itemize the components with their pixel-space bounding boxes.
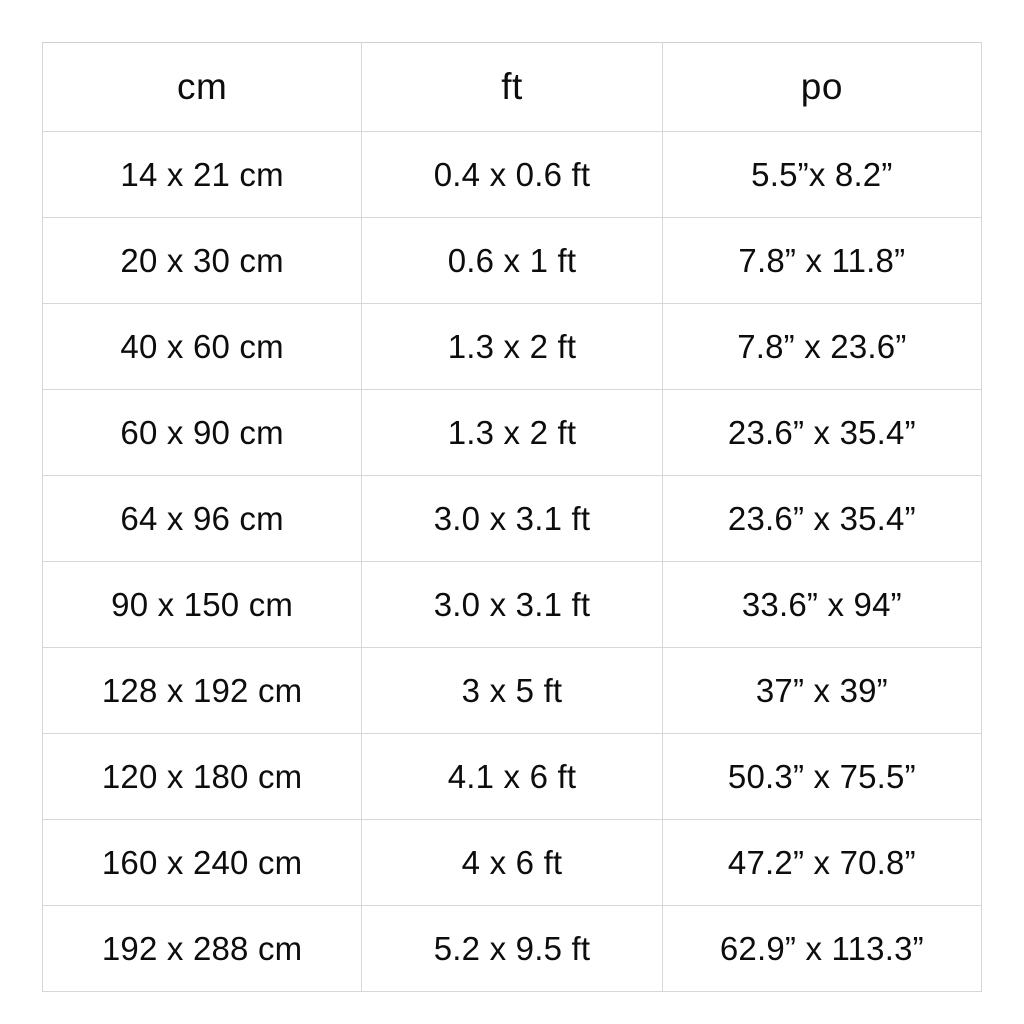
- cell-po: 37” x 39”: [662, 648, 981, 734]
- table-row: [43, 648, 982, 734]
- cell-ft: 3 x 5 ft: [362, 648, 662, 734]
- cell-ft: 4.1 x 6 ft: [362, 734, 662, 820]
- cell-po: 23.6” x 35.4”: [662, 390, 981, 476]
- cell-po: 62.9” x 113.3”: [662, 906, 981, 992]
- cell-cm: 160 x 240 cm: [43, 820, 362, 906]
- cell-cm: 120 x 180 cm: [43, 734, 362, 820]
- table-row: [43, 132, 982, 218]
- table-row: [43, 476, 982, 562]
- table-row: [43, 734, 982, 820]
- cell-cm: 40 x 60 cm: [43, 304, 362, 390]
- column-header-ft: ft: [362, 43, 662, 132]
- cell-po: 50.3” x 75.5”: [662, 734, 981, 820]
- cell-po: 23.6” x 35.4”: [662, 476, 981, 562]
- cell-ft: 0.6 x 1 ft: [362, 218, 662, 304]
- cell-cm: 192 x 288 cm: [43, 906, 362, 992]
- cell-ft: 5.2 x 9.5 ft: [362, 906, 662, 992]
- cell-po: 47.2” x 70.8”: [662, 820, 981, 906]
- cell-po: 33.6” x 94”: [662, 562, 981, 648]
- table-row: [43, 562, 982, 648]
- cell-ft: 3.0 x 3.1 ft: [362, 476, 662, 562]
- table-row: [43, 906, 982, 992]
- cell-ft: 4 x 6 ft: [362, 820, 662, 906]
- cell-ft: 1.3 x 2 ft: [362, 390, 662, 476]
- table-row: [43, 820, 982, 906]
- table-body: [43, 132, 982, 992]
- size-conversion-table: [42, 42, 982, 980]
- table-row: [43, 390, 982, 476]
- cell-cm: 60 x 90 cm: [43, 390, 362, 476]
- cell-ft: 1.3 x 2 ft: [362, 304, 662, 390]
- cell-po: 7.8” x 23.6”: [662, 304, 981, 390]
- cell-ft: 0.4 x 0.6 ft: [362, 132, 662, 218]
- table-row: [43, 218, 982, 304]
- cell-po: 7.8” x 11.8”: [662, 218, 981, 304]
- cell-po: 5.5”x 8.2”: [662, 132, 981, 218]
- table-header: [43, 43, 982, 132]
- cell-cm: 90 x 150 cm: [43, 562, 362, 648]
- table: [42, 42, 982, 992]
- cell-ft: 3.0 x 3.1 ft: [362, 562, 662, 648]
- cell-cm: 20 x 30 cm: [43, 218, 362, 304]
- cell-cm: 64 x 96 cm: [43, 476, 362, 562]
- column-header-po: po: [662, 43, 981, 132]
- cell-cm: 128 x 192 cm: [43, 648, 362, 734]
- table-header-row: [43, 43, 982, 132]
- table-row: [43, 304, 982, 390]
- cell-cm: 14 x 21 cm: [43, 132, 362, 218]
- column-header-cm: cm: [43, 43, 362, 132]
